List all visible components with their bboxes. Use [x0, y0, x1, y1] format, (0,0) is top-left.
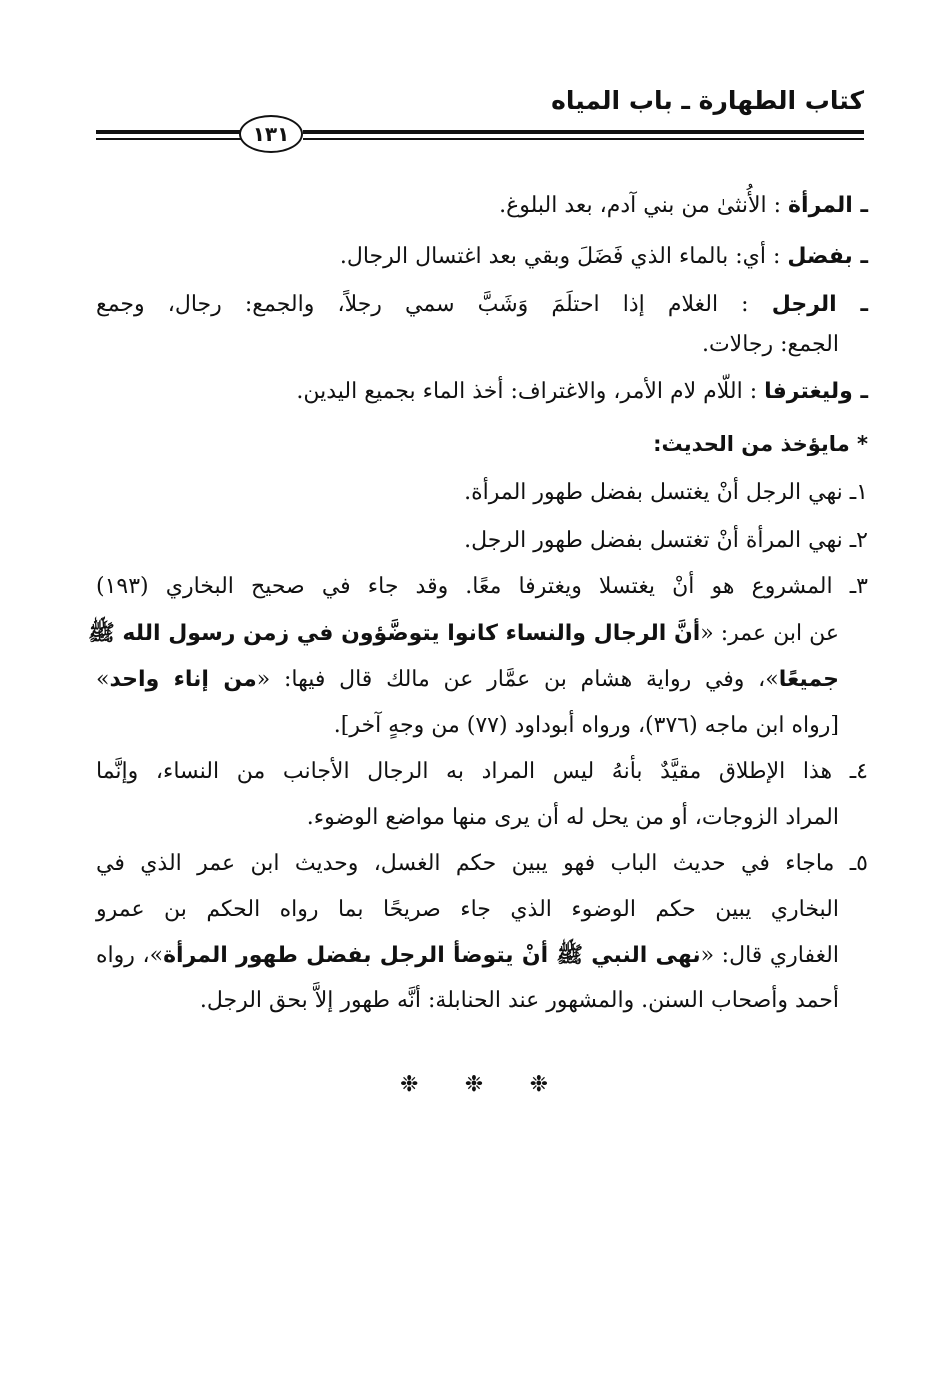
point-5-text: »، رواه — [96, 943, 164, 968]
header-rule-left — [96, 123, 241, 149]
hadith-quote: أنَّ الرجال والنساء كانوا يتوضَّؤون في زمن رسول الله ﷺ — [88, 621, 701, 646]
header-rule-right — [303, 123, 864, 149]
point-4-line-2: المراد الزوجات، أو من يحل له أن يرى منها مواضع الوضوء. — [306, 805, 839, 830]
header-rule-thick — [303, 130, 864, 134]
point-3-line-1: ٣ـ المشروع هو أنْ يغتسلا ويغترفا معًا. وقد جاء في صحيح البخاري (١٩٣) — [96, 574, 868, 599]
definition-term: ـ الرجل — [771, 292, 868, 317]
definition-term: ـ بفضل — [787, 244, 868, 269]
header-rule-thin — [96, 138, 241, 140]
ornament-star-icon: ❉ — [464, 1072, 484, 1097]
point-3-line-4: [رواه ابن ماجه (٣٧٦)، ورواه أبوداود (٧٧) من وجهٍ آخر]. — [333, 713, 839, 738]
point-5-line-1: ٥ـ ماجاء في حديث الباب فهو يبين حكم الغسل، وحديث ابن عمر الذي في — [96, 851, 868, 876]
point-3-line-3 — [96, 657, 839, 703]
point-2: ٢ـ نهي المرأة أنْ تغتسل بفضل طهور الرجل. — [464, 528, 868, 553]
hadith-quote: من إناء واحد — [109, 667, 257, 692]
point-4-line-1: ٤ـ هذا الإطلاق مقيَّدٌ بأنهُ ليس المراد به الرجال الأجانب من النساء، وإنَّما — [96, 759, 868, 784]
definition-line — [499, 183, 868, 229]
point-5-text: الغفاري قال: « — [700, 943, 840, 968]
definition-text: : أي: بالماء الذي فَضَلَ وبقي بعد اغتسال الرجال. — [339, 244, 781, 269]
point-3-text: »، وفي رواية هشام بن عمَّار عن مالك قال فيها: « — [256, 667, 779, 692]
running-title: كتاب الطهارة ـ باب المياه — [551, 86, 864, 115]
header-rule-thin — [303, 138, 864, 140]
hadith-quote: جميعًا — [778, 667, 839, 692]
definition-text: : اللّام لام الأمر، والاغتراف: أخذ الماء بجميع اليدين. — [296, 379, 758, 404]
header-rule-thick — [96, 130, 241, 134]
section-end-ornament — [400, 1072, 548, 1097]
point-3-text: » — [96, 667, 110, 692]
ornament-star-icon: ❉ — [529, 1072, 548, 1097]
point-3-text: عن ابن عمر: « — [700, 621, 839, 646]
definition-line — [340, 234, 868, 280]
ornament-star-icon: ❉ — [400, 1072, 419, 1097]
point-5-line-3 — [96, 933, 839, 979]
point-1: ١ـ نهي الرجل أنْ يغتسل بفضل طهور المرأة. — [464, 480, 868, 505]
definition-line — [296, 369, 868, 415]
definition-term: ـ المرأة — [788, 193, 868, 218]
hadith-quote: نهى النبي ﷺ أنْ يتوضأ الرجل بفضل طهور المرأة — [163, 943, 701, 968]
definition-continuation: الجمع: رجالات. — [701, 332, 839, 357]
point-5-line-4: أحمد وأصحاب السنن. والمشهور عند الحنابلة: أنَّه طهور إلاَّ بحق الرجل. — [199, 988, 839, 1013]
page-number: ١٣١ — [239, 115, 303, 153]
definition-term: ـ وليغترفا — [764, 379, 868, 404]
definition-text: : الغلام إذا احتلَمَ وَشَبَّ سمي رجلاً، والجمع: رجال، وجمع — [96, 292, 749, 317]
point-3-line-2 — [88, 611, 839, 657]
point-5-line-2: البخاري يبين حكم الوضوء الذي جاء صريحًا بما رواه الحكم بن عمرو — [96, 897, 839, 922]
definition-text: : الأُنثىٰ من بني آدم، بعد البلوغ. — [499, 193, 782, 218]
section-heading: * مايؤخذ من الحديث: — [653, 432, 868, 456]
